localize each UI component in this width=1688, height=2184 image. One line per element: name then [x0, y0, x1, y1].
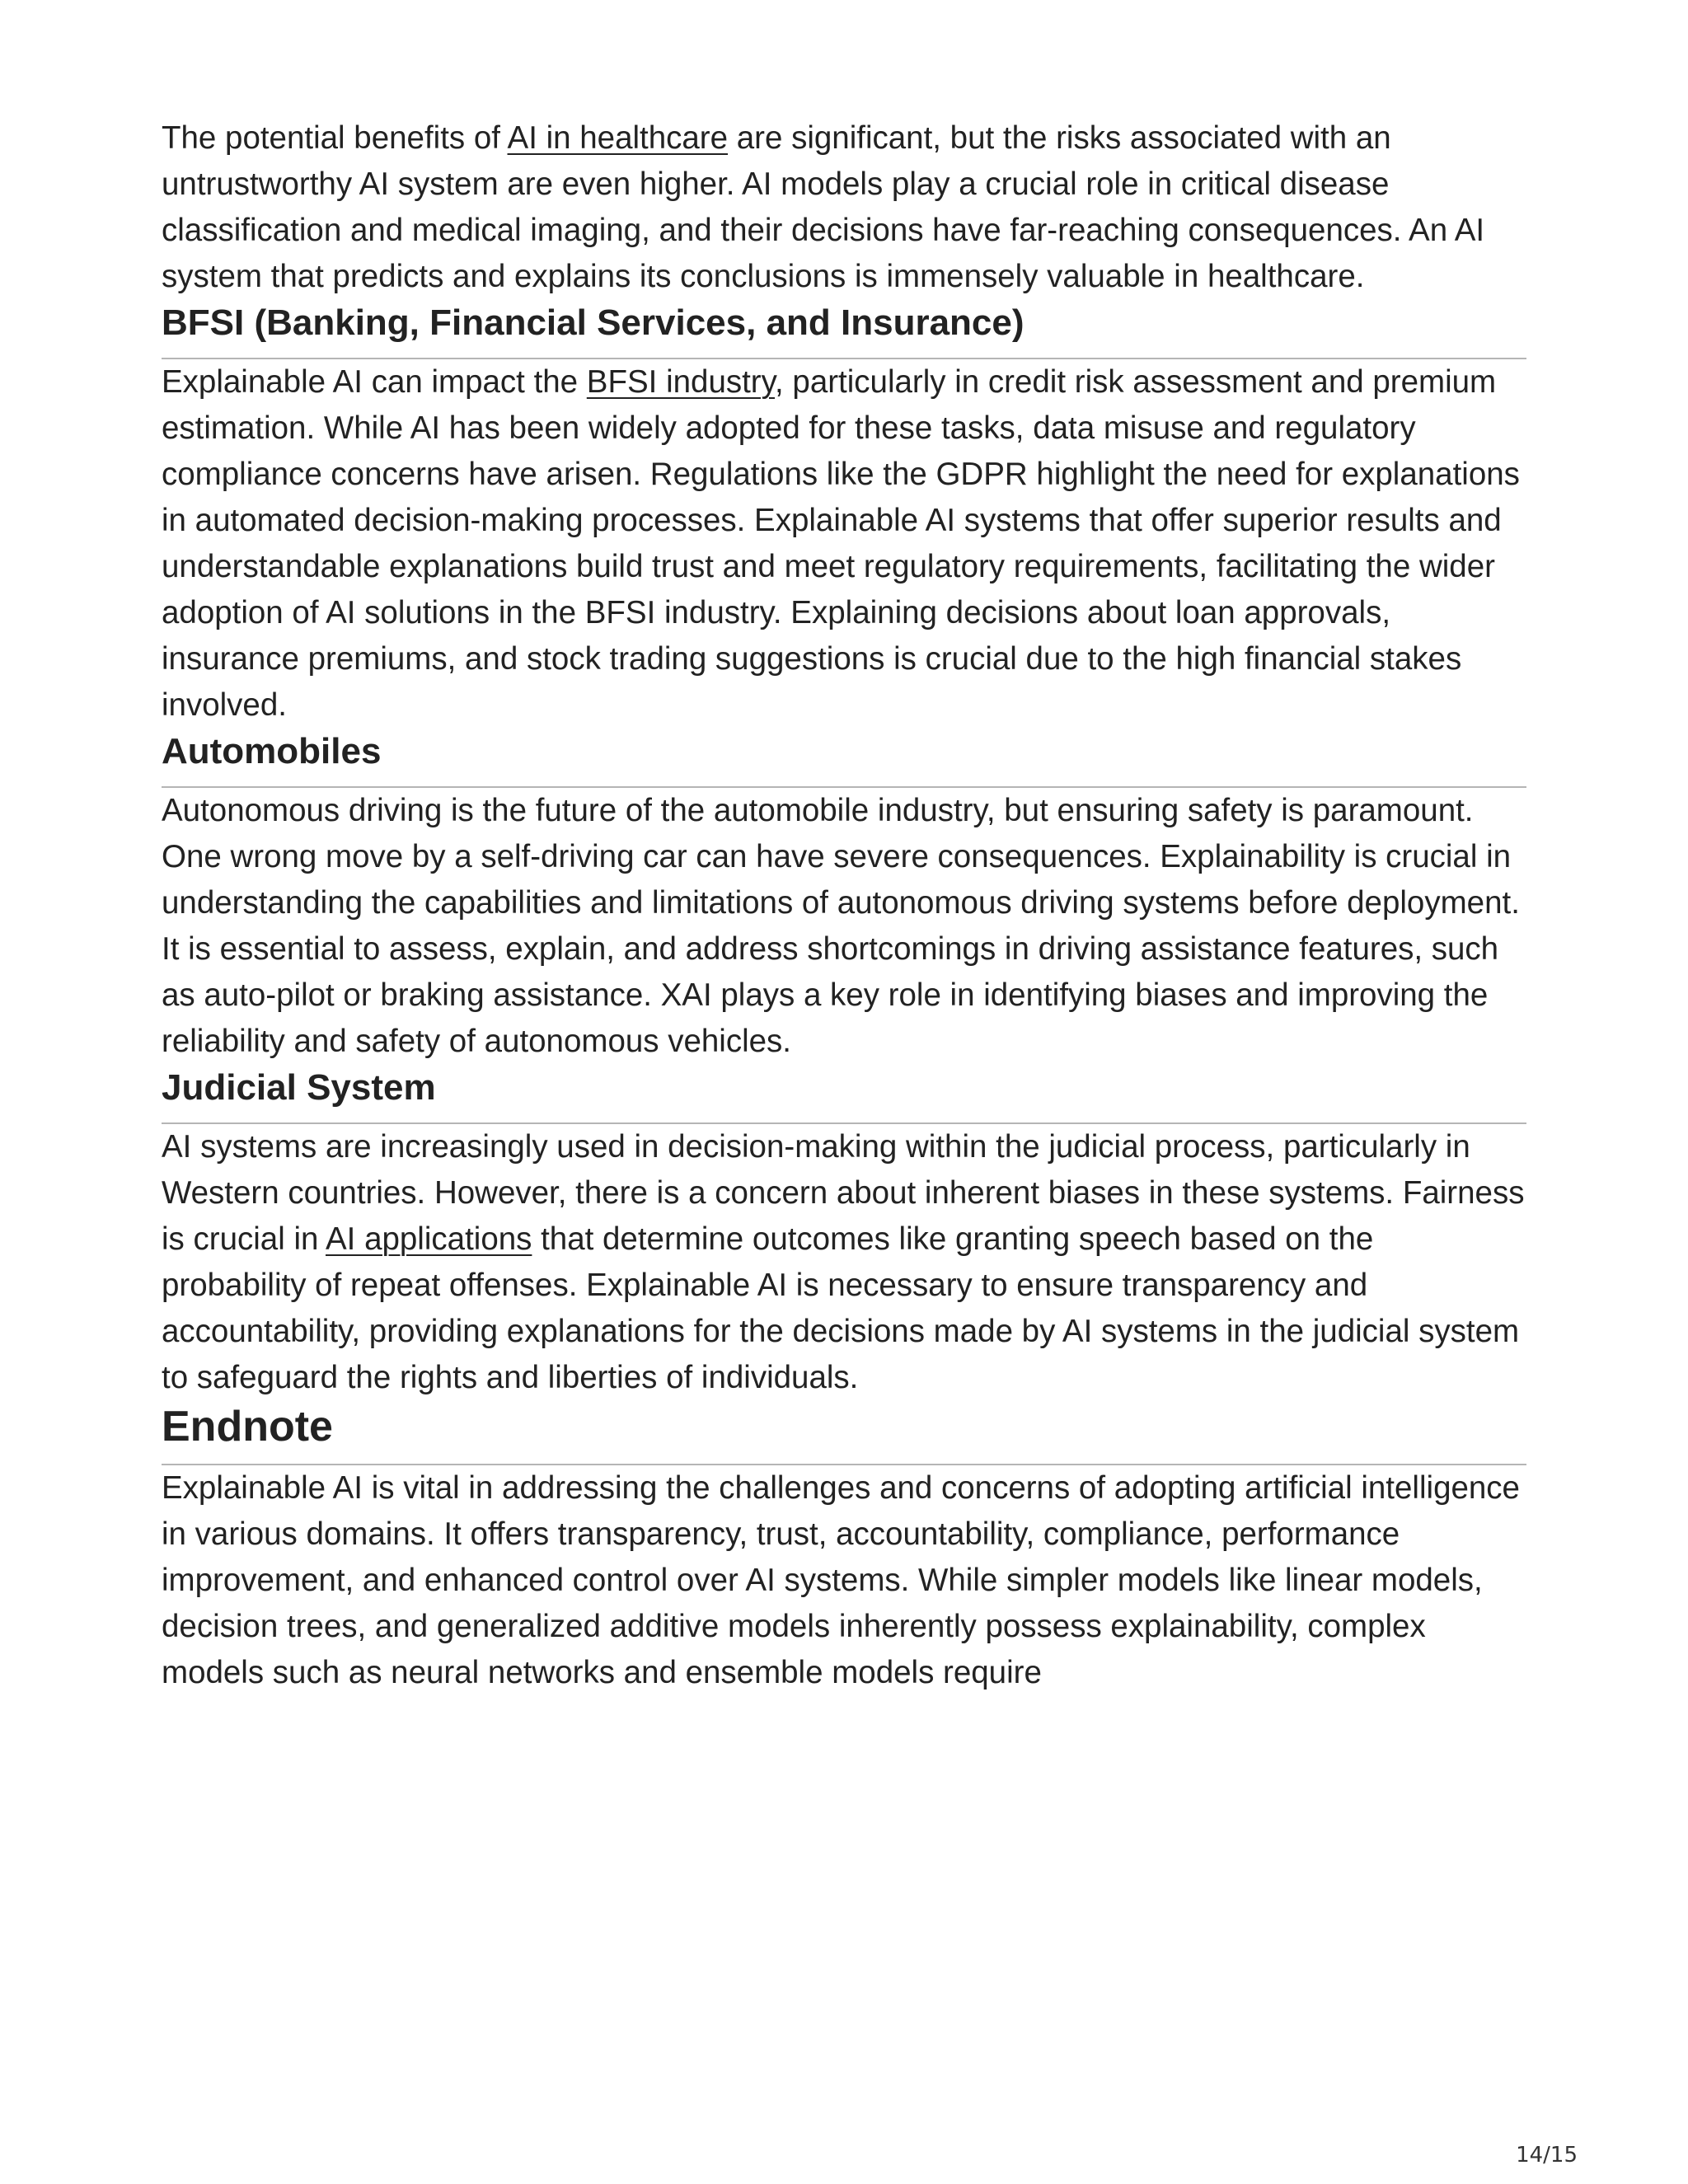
healthcare-text-end: are significant, but the risks associated with an untrustworthy AI system are even higher. AI models play a crucial role in critical disease classification and medical imaging, and their decisions have far-reaching consequences. An AI system that predicts and explains its conclusions is immensely valuable in healthcare.: [162, 120, 1485, 294]
ai-in-healthcare-link[interactable]: AI in healthcare: [507, 120, 729, 156]
judicial-text-end: that determine outcomes like granting speech based on the probability of repeat offenses. Explainable AI is necessary to ensure transparency and accountability, providing explanations for the decisions made by AI systems in the judicial system to safeguard the rights and liberties of individuals.: [162, 1221, 1520, 1395]
endnote-paragraph: Explainable AI is vital in addressing the challenges and concerns of adopting artificial intelligence in various domains. It offers transparency, trust, accountability, compliance, performance improvement, and enhanced control over AI systems. While simpler models like linear models, decision trees, and generalized additive models inherently possess explainability, complex models such as neural networks and ensemble models require: [162, 1470, 1520, 1690]
judicial-text-start: AI systems are increasingly used in decision-making within the judicial process, particularly in Western countries. However, there is a concern about inherent biases in these systems. Fairness is crucial in: [162, 1129, 1525, 1257]
page-number: 14/15: [1516, 2143, 1578, 2168]
document-page: [162, 115, 1526, 1696]
automobiles-paragraph: Autonomous driving is the future of the automobile industry, but ensuring safety is paramount. One wrong move by a self-driving car can have severe consequences. Explainability is crucial in understanding the capabilities and limitations of autonomous driving systems before deployment. It is essential to assess, explain, and address shortcomings in driving assistance features, such as auto-pilot or braking assistance. XAI plays a key role in identifying biases and improving the reliability and safety of autonomous vehicles.: [162, 793, 1520, 1059]
ai-applications-link[interactable]: AI applications: [326, 1221, 532, 1257]
bfsi-text-end: , particularly in credit risk assessment and premium estimation. While AI has been widely adopted for these tasks, data misuse and regulatory compliance concerns have arisen. Regulations like the GDPR highlight the need for explanations in automated decision-making processes. Explainable AI systems that offer superior results and understandable explanations build trust and meet regulatory requirements, facilitating the wider adoption of AI solutions in the BFSI industry. Explaining decisions about loan approvals, insurance premiums, and stock trading suggestions is crucial due to the high financial stakes involved.: [162, 364, 1520, 723]
bfsi-text-start: Explainable AI can impact the: [162, 364, 587, 400]
bfsi-industry-link[interactable]: BFSI industry: [586, 364, 776, 400]
judicial-paragraph: [162, 1124, 1526, 1401]
automobiles-heading: Automobiles: [162, 729, 1526, 788]
bfsi-heading: BFSI (Banking, Financial Services, and Insurance): [162, 300, 1526, 359]
bfsi-paragraph: [162, 359, 1526, 729]
endnote-heading: Endnote: [162, 1401, 1526, 1465]
healthcare-text-start: The potential benefits of: [162, 120, 508, 156]
healthcare-paragraph: [162, 115, 1526, 300]
judicial-system-heading: Judicial System: [162, 1065, 1526, 1124]
